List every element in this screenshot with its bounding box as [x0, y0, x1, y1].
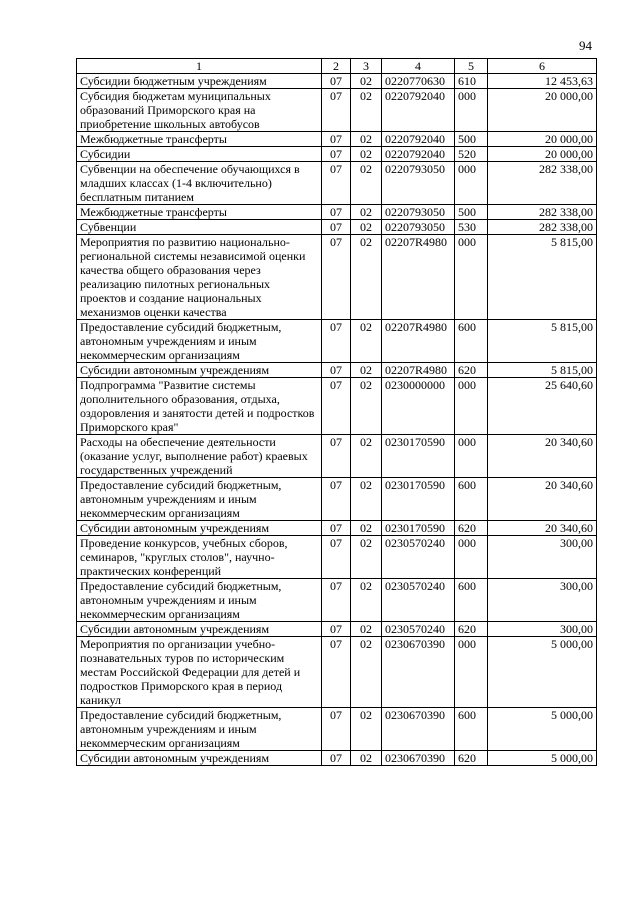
expense-type-code-cell: 500 [455, 132, 488, 147]
expense-type-code-cell: 500 [455, 205, 488, 220]
subsection-code-cell: 02 [351, 147, 382, 162]
expense-name-cell: Предоставление субсидий бюджетным, автономным учреждениям и иным некоммерческим организациям [77, 478, 322, 521]
amount-cell: 5 000,00 [488, 637, 597, 708]
table-row [77, 132, 597, 147]
table-row [77, 162, 597, 205]
subsection-code-cell: 02 [351, 536, 382, 579]
target-article-code-cell: 0230570240 [382, 579, 455, 622]
table-row [77, 622, 597, 637]
section-code-cell: 07 [322, 89, 351, 132]
table-row [77, 751, 597, 766]
table-body [77, 74, 597, 766]
subsection-code-cell: 02 [351, 235, 382, 320]
expense-type-code-cell: 000 [455, 536, 488, 579]
section-code-cell: 07 [322, 708, 351, 751]
amount-cell: 300,00 [488, 579, 597, 622]
subsection-code-cell: 02 [351, 132, 382, 147]
expense-type-code-cell: 620 [455, 363, 488, 378]
amount-cell: 300,00 [488, 536, 597, 579]
expense-name-cell: Подпрограмма "Развитие системы дополнительного образования, отдыха, оздоровления и занятости детей и подростков Приморского края" [77, 378, 322, 435]
amount-cell: 282 338,00 [488, 205, 597, 220]
expense-name-cell: Предоставление субсидий бюджетным, автономным учреждениям и иным некоммерческим организациям [77, 579, 322, 622]
amount-cell: 5 000,00 [488, 708, 597, 751]
amount-cell: 300,00 [488, 622, 597, 637]
expense-type-code-cell: 000 [455, 235, 488, 320]
table-row [77, 147, 597, 162]
table-row [77, 320, 597, 363]
expense-name-cell: Мероприятия по организации учебно-познавательных туров по историческим местам Российской Федерации для детей и подростков Приморского края в период каникул [77, 637, 322, 708]
section-code-cell: 07 [322, 622, 351, 637]
expense-name-cell: Расходы на обеспечение деятельности (оказание услуг, выполнение работ) краевых государственных учреждений [77, 435, 322, 478]
target-article-code-cell: 0220792040 [382, 147, 455, 162]
subsection-code-cell: 02 [351, 579, 382, 622]
amount-cell: 20 000,00 [488, 147, 597, 162]
section-code-cell: 07 [322, 751, 351, 766]
section-code-cell: 07 [322, 320, 351, 363]
expense-name-cell: Субвенции [77, 220, 322, 235]
table-row [77, 74, 597, 89]
expense-type-code-cell: 620 [455, 521, 488, 536]
amount-cell: 20 340,60 [488, 521, 597, 536]
expense-name-cell: Проведение конкурсов, учебных сборов, семинаров, "круглых столов", научно-практических конференций [77, 536, 322, 579]
section-code-cell: 07 [322, 235, 351, 320]
section-code-cell: 07 [322, 363, 351, 378]
target-article-code-cell: 0230170590 [382, 435, 455, 478]
subsection-code-cell: 02 [351, 478, 382, 521]
target-article-code-cell: 0230670390 [382, 637, 455, 708]
subsection-code-cell: 02 [351, 637, 382, 708]
expense-name-cell: Субсидии автономным учреждениям [77, 521, 322, 536]
target-article-code-cell: 0230570240 [382, 622, 455, 637]
target-article-code-cell: 0220792040 [382, 89, 455, 132]
expense-name-cell: Субсидии [77, 147, 322, 162]
section-code-cell: 07 [322, 147, 351, 162]
expense-name-cell: Предоставление субсидий бюджетным, автономным учреждениям и иным некоммерческим организациям [77, 708, 322, 751]
table-row [77, 637, 597, 708]
amount-cell: 20 000,00 [488, 89, 597, 132]
subsection-code-cell: 02 [351, 89, 382, 132]
table-row [77, 205, 597, 220]
header-cell: 5 [455, 59, 488, 74]
table-row [77, 521, 597, 536]
amount-cell: 5 000,00 [488, 751, 597, 766]
table-row [77, 536, 597, 579]
section-code-cell: 07 [322, 478, 351, 521]
expense-type-code-cell: 000 [455, 435, 488, 478]
subsection-code-cell: 02 [351, 74, 382, 89]
subsection-code-cell: 02 [351, 622, 382, 637]
subsection-code-cell: 02 [351, 521, 382, 536]
header-cell: 3 [351, 59, 382, 74]
target-article-code-cell: 0220793050 [382, 220, 455, 235]
section-code-cell: 07 [322, 132, 351, 147]
amount-cell: 5 815,00 [488, 235, 597, 320]
table-header-row [77, 59, 597, 74]
header-cell: 6 [488, 59, 597, 74]
section-code-cell: 07 [322, 378, 351, 435]
subsection-code-cell: 02 [351, 708, 382, 751]
expense-name-cell: Субсидии автономным учреждениям [77, 751, 322, 766]
target-article-code-cell: 0220770630 [382, 74, 455, 89]
expense-type-code-cell: 000 [455, 637, 488, 708]
header-cell: 4 [382, 59, 455, 74]
target-article-code-cell: 0230170590 [382, 478, 455, 521]
section-code-cell: 07 [322, 162, 351, 205]
section-code-cell: 07 [322, 536, 351, 579]
header-cell: 1 [77, 59, 322, 74]
amount-cell: 20 340,60 [488, 478, 597, 521]
subsection-code-cell: 02 [351, 162, 382, 205]
expense-type-code-cell: 620 [455, 622, 488, 637]
table-row [77, 89, 597, 132]
amount-cell: 5 815,00 [488, 320, 597, 363]
expense-name-cell: Субсидии автономным учреждениям [77, 622, 322, 637]
expense-type-code-cell: 600 [455, 579, 488, 622]
amount-cell: 12 453,63 [488, 74, 597, 89]
expense-name-cell: Субсидии автономным учреждениям [77, 363, 322, 378]
target-article-code-cell: 0230570240 [382, 536, 455, 579]
subsection-code-cell: 02 [351, 378, 382, 435]
page-number: 94 [579, 38, 592, 53]
amount-cell: 20 340,60 [488, 435, 597, 478]
subsection-code-cell: 02 [351, 205, 382, 220]
section-code-cell: 07 [322, 637, 351, 708]
amount-cell: 282 338,00 [488, 220, 597, 235]
expense-name-cell: Субвенции на обеспечение обучающихся в младших классах (1-4 включительно) бесплатным питанием [77, 162, 322, 205]
table-row [77, 220, 597, 235]
expense-type-code-cell: 000 [455, 162, 488, 205]
table-row [77, 235, 597, 320]
expense-name-cell: Мероприятия по развитию национально-региональной системы независимой оценки качества общего образования через реализацию пилотных региональных проектов и создание национальных механизмов оценки качества [77, 235, 322, 320]
target-article-code-cell: 0230170590 [382, 521, 455, 536]
expense-type-code-cell: 600 [455, 478, 488, 521]
subsection-code-cell: 02 [351, 363, 382, 378]
expense-type-code-cell: 520 [455, 147, 488, 162]
expense-name-cell: Межбюджетные трансферты [77, 132, 322, 147]
expense-name-cell: Предоставление субсидий бюджетным, автономным учреждениям и иным некоммерческим организациям [77, 320, 322, 363]
expense-type-code-cell: 600 [455, 708, 488, 751]
expense-type-code-cell: 000 [455, 378, 488, 435]
amount-cell: 5 815,00 [488, 363, 597, 378]
subsection-code-cell: 02 [351, 751, 382, 766]
amount-cell: 20 000,00 [488, 132, 597, 147]
section-code-cell: 07 [322, 521, 351, 536]
table-row [77, 378, 597, 435]
header-cell: 2 [322, 59, 351, 74]
section-code-cell: 07 [322, 205, 351, 220]
section-code-cell: 07 [322, 579, 351, 622]
table-row [77, 579, 597, 622]
expense-type-code-cell: 530 [455, 220, 488, 235]
table-row [77, 708, 597, 751]
expense-name-cell: Субсидия бюджетам муниципальных образований Приморского края на приобретение школьных автобусов [77, 89, 322, 132]
target-article-code-cell: 0230670390 [382, 708, 455, 751]
subsection-code-cell: 02 [351, 435, 382, 478]
target-article-code-cell: 0230000000 [382, 378, 455, 435]
subsection-code-cell: 02 [351, 320, 382, 363]
target-article-code-cell: 02207R4980 [382, 363, 455, 378]
target-article-code-cell: 0220792040 [382, 132, 455, 147]
target-article-code-cell: 0220793050 [382, 205, 455, 220]
table-row [77, 478, 597, 521]
expense-name-cell: Межбюджетные трансферты [77, 205, 322, 220]
target-article-code-cell: 02207R4980 [382, 320, 455, 363]
target-article-code-cell: 02207R4980 [382, 235, 455, 320]
table-row [77, 435, 597, 478]
section-code-cell: 07 [322, 220, 351, 235]
expense-type-code-cell: 610 [455, 74, 488, 89]
table-row [77, 363, 597, 378]
expense-type-code-cell: 000 [455, 89, 488, 132]
subsection-code-cell: 02 [351, 220, 382, 235]
expense-type-code-cell: 600 [455, 320, 488, 363]
expense-name-cell: Субсидии бюджетным учреждениям [77, 74, 322, 89]
amount-cell: 25 640,60 [488, 378, 597, 435]
target-article-code-cell: 0230670390 [382, 751, 455, 766]
target-article-code-cell: 0220793050 [382, 162, 455, 205]
amount-cell: 282 338,00 [488, 162, 597, 205]
budget-table [76, 58, 597, 766]
section-code-cell: 07 [322, 435, 351, 478]
section-code-cell: 07 [322, 74, 351, 89]
expense-type-code-cell: 620 [455, 751, 488, 766]
